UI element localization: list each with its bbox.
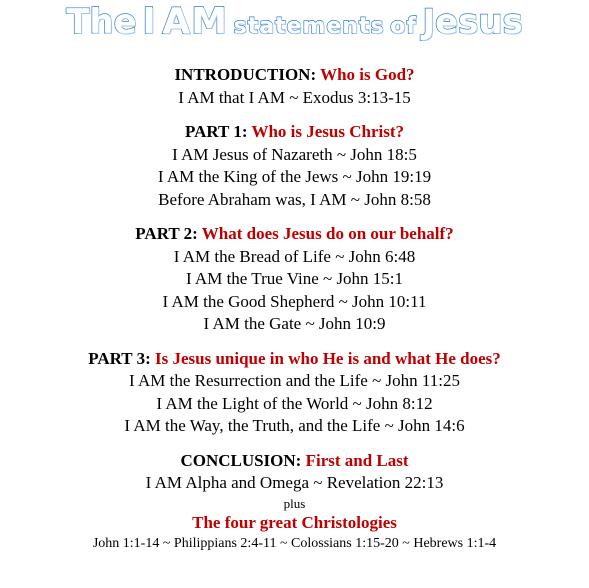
christologies-heading: The four great Christologies [192, 512, 397, 532]
list-item: I AM the Light of the World ~ John 8:12 [156, 393, 433, 413]
page-title [0, 2, 589, 48]
part3-question: Is Jesus unique in who He is and what He does? [155, 348, 501, 368]
title-word-i: I [142, 1, 157, 42]
list-item: I AM the Good Shepherd ~ John 10:11 [162, 291, 427, 311]
part2-label: PART 2: [135, 224, 198, 243]
part2-question: What does Jesus do on our behalf? [201, 224, 454, 243]
part1-heading [0, 121, 589, 144]
conclusion-heading [0, 450, 589, 473]
list-item: I AM the King of the Jews ~ John 19:19 [157, 167, 432, 186]
list-item: I AM Jesus of Nazareth ~ John 18:5 [172, 144, 417, 164]
list-item: I AM the Bread of Life ~ John 6:48 [173, 246, 416, 266]
introduction-label: INTRODUCTION: [174, 65, 317, 84]
title-word-jesus: Jesus [422, 2, 523, 42]
list-item: I AM the Gate ~ John 10:9 [203, 314, 386, 333]
content [0, 64, 589, 554]
list-item: I AM the Resurrection and the Life ~ John 11:25 [128, 371, 461, 390]
part1-question: Who is Jesus Christ? [251, 122, 405, 141]
plus-text: plus [283, 495, 306, 511]
conclusion-question: First and Last [305, 450, 409, 470]
part3-label: PART 3: [88, 348, 151, 368]
part3-heading [0, 348, 589, 371]
list-item: I AM the True Vine ~ John 15:1 [185, 269, 404, 288]
part1-label: PART 1: [184, 122, 248, 141]
title-word-statements: statements [233, 14, 385, 39]
list-item: I AM that I AM ~ Exodus 3:13-15 [178, 87, 411, 107]
list-item: I AM the Way, the Truth, and the Life ~ John 14:6 [124, 416, 465, 435]
title-word-am: AM [162, 1, 228, 42]
conclusion-label: CONCLUSION: [180, 450, 302, 470]
title-word-of: of [390, 14, 417, 39]
list-item: I AM Alpha and Omega ~ Revelation 22:13 [145, 473, 444, 492]
introduction-heading [0, 64, 589, 87]
list-item: Before Abraham was, I AM ~ John 8:58 [158, 189, 431, 209]
title-word-the: The [66, 2, 137, 42]
part2-heading [0, 223, 589, 246]
introduction-question: Who is God? [320, 65, 415, 84]
christologies-references: John 1:1-14 ~ Philippians 2:4-11 ~ Colossians 1:15-20 ~ Hebrews 1:1-4 [92, 536, 497, 551]
